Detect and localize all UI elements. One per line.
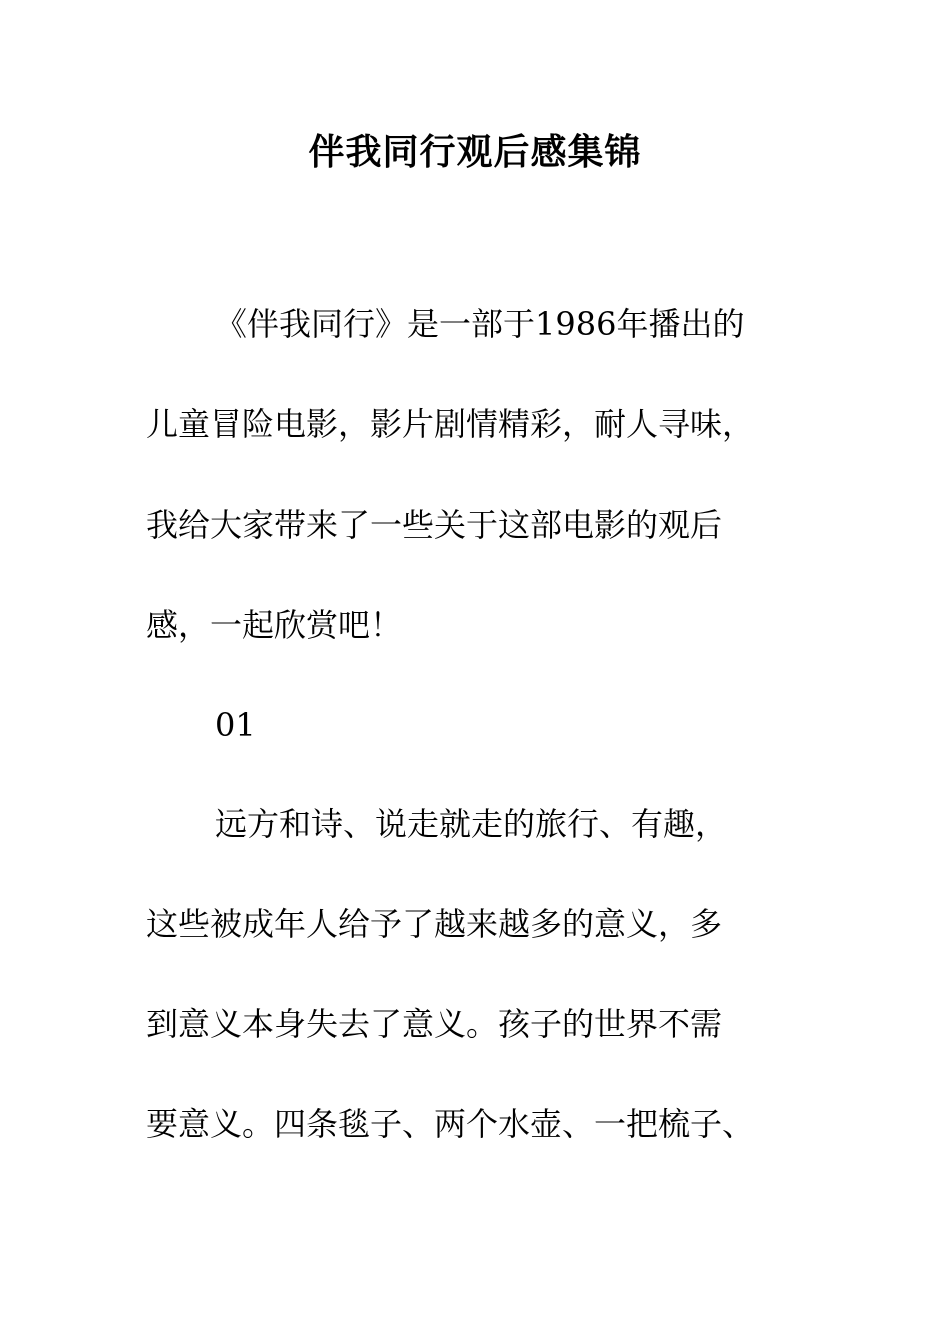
paragraph-line: 这些被成年人给予了越来越多的意义，多	[146, 905, 723, 943]
paragraph-line: 远方和诗、说走就走的旅行、有趣，	[215, 805, 728, 843]
paragraph-line: 感，一起欣赏吧！	[146, 606, 403, 644]
paragraph-line: 儿童冒险电影，影片剧情精彩，耐人寻味，	[146, 405, 755, 443]
page-title: 伴我同行观后感集锦	[308, 131, 642, 173]
paragraph-line: 要意义。四条毯子、两个水壶、一把梳子、	[146, 1105, 755, 1143]
paragraph-line: 到意义本身失去了意义。孩子的世界不需	[146, 1005, 723, 1043]
section-number: 01	[215, 706, 256, 744]
paragraph-line: 《伴我同行》是一部于1986年播出的	[215, 305, 745, 343]
paragraph-line: 我给大家带来了一些关于这部电影的观后	[146, 506, 723, 544]
